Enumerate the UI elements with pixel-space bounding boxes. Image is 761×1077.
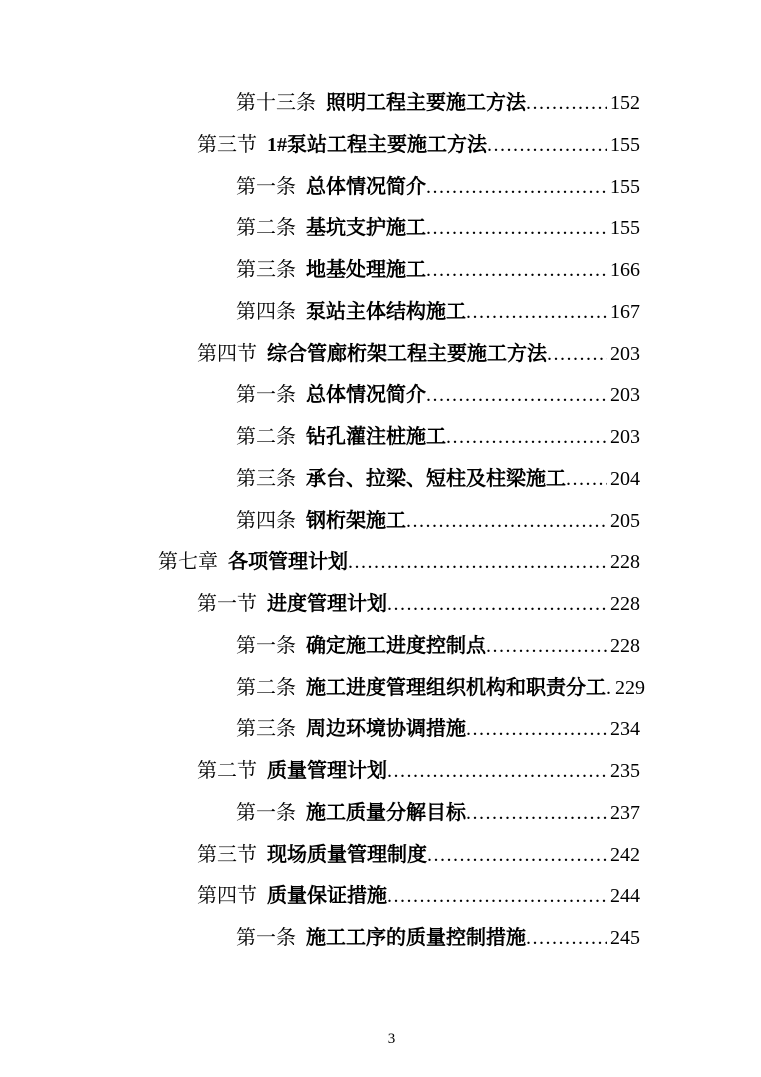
toc-entry-label: 第一条 bbox=[236, 175, 296, 198]
toc-entry-title: 施工质量分解目标 bbox=[306, 801, 466, 824]
toc-entry-title: 总体情况简介 bbox=[306, 175, 426, 198]
toc-list bbox=[0, 83, 761, 960]
toc-entry-title: 各项管理计划 bbox=[228, 551, 348, 574]
toc-entry-page-number: 228 bbox=[610, 551, 640, 574]
toc-entry[interactable] bbox=[0, 125, 761, 167]
toc-entry-label: 第一条 bbox=[236, 801, 296, 824]
toc-dot-leader bbox=[526, 918, 607, 960]
toc-entry-title: 综合管廊桁架工程主要施工方法 bbox=[267, 342, 547, 365]
toc-dot-leader bbox=[406, 501, 607, 543]
toc-entry-page-number: 152 bbox=[610, 92, 640, 114]
toc-dot-leader bbox=[426, 250, 607, 292]
toc-entry-label: 第十三条 bbox=[236, 92, 316, 114]
toc-entry[interactable] bbox=[0, 709, 761, 751]
toc-entry-page-number: 235 bbox=[610, 760, 640, 782]
toc-entry-page-number: 244 bbox=[610, 885, 640, 908]
toc-entry[interactable] bbox=[0, 835, 761, 877]
toc-entry-label: 第七章 bbox=[158, 551, 218, 574]
toc-entry[interactable] bbox=[0, 334, 761, 376]
toc-dot-leader bbox=[466, 709, 607, 751]
toc-entry-label: 第三节 bbox=[197, 133, 257, 156]
toc-dot-leader bbox=[487, 125, 607, 167]
toc-dot-leader bbox=[387, 751, 607, 793]
toc-dot-leader bbox=[446, 417, 607, 459]
toc-entry[interactable] bbox=[0, 751, 761, 793]
toc-entry-page-number: 155 bbox=[610, 175, 640, 198]
toc-entry-label: 第二条 bbox=[236, 217, 296, 240]
toc-dot-leader bbox=[387, 584, 607, 626]
toc-entry-title: 1#泵站工程主要施工方法 bbox=[267, 133, 487, 156]
toc-dot-leader bbox=[547, 334, 607, 376]
toc-entry-title: 总体情况简介 bbox=[306, 384, 426, 407]
toc-entry-title: 确定施工进度控制点 bbox=[306, 634, 486, 657]
toc-entry-label: 第一条 bbox=[236, 384, 296, 407]
toc-dot-leader bbox=[348, 542, 607, 584]
toc-dot-leader bbox=[526, 83, 607, 125]
toc-entry[interactable] bbox=[0, 668, 761, 710]
toc-dot-leader bbox=[486, 626, 607, 668]
toc-entry-title: 质量管理计划 bbox=[267, 760, 387, 782]
toc-entry-label: 第三节 bbox=[197, 843, 257, 866]
toc-entry-title: 泵站主体结构施工 bbox=[306, 300, 466, 323]
toc-entry-title: 钻孔灌注桩施工 bbox=[306, 426, 446, 448]
toc-entry-label: 第一节 bbox=[197, 593, 257, 615]
toc-entry-label: 第一条 bbox=[236, 927, 296, 949]
toc-entry[interactable] bbox=[0, 208, 761, 250]
toc-dot-leader bbox=[466, 793, 607, 835]
toc-entry[interactable] bbox=[0, 626, 761, 668]
toc-entry[interactable] bbox=[0, 584, 761, 626]
toc-entry-page-number: 166 bbox=[610, 259, 640, 281]
toc-entry-page-number: 204 bbox=[610, 467, 640, 490]
toc-entry-label: 第二条 bbox=[236, 426, 296, 448]
toc-entry-page-number: 237 bbox=[610, 801, 640, 824]
toc-entry-label: 第四条 bbox=[236, 509, 296, 532]
toc-dot-leader bbox=[426, 167, 607, 209]
toc-entry-title: 进度管理计划 bbox=[267, 593, 387, 615]
toc-entry-title: 基坑支护施工 bbox=[306, 217, 426, 240]
toc-entry-page-number: 203 bbox=[610, 426, 640, 448]
toc-dot-leader bbox=[427, 835, 607, 877]
toc-entry-title: 施工进度管理组织机构和职责分工 bbox=[306, 676, 606, 699]
toc-entry-page-number: 228 bbox=[610, 593, 640, 615]
toc-entry-title: 地基处理施工 bbox=[306, 259, 426, 281]
toc-entry-page-number: 203 bbox=[610, 384, 640, 407]
toc-entry-page-number: 155 bbox=[610, 133, 640, 156]
toc-entry-page-number: 234 bbox=[610, 718, 640, 741]
toc-entry-label: 第四节 bbox=[197, 885, 257, 908]
toc-dot-leader bbox=[426, 208, 607, 250]
toc-entry[interactable] bbox=[0, 83, 761, 125]
toc-entry-page-number: 242 bbox=[610, 843, 640, 866]
toc-entry-label: 第三条 bbox=[236, 718, 296, 741]
toc-entry-page-number: 155 bbox=[610, 217, 640, 240]
toc-entry-title: 质量保证措施 bbox=[267, 885, 387, 908]
toc-entry-label: 第三条 bbox=[236, 259, 296, 281]
toc-entry[interactable] bbox=[0, 459, 761, 501]
toc-entry[interactable] bbox=[0, 918, 761, 960]
toc-entry-label: 第二节 bbox=[197, 760, 257, 782]
toc-entry-label: 第三条 bbox=[236, 467, 296, 490]
toc-entry-label: 第一条 bbox=[236, 634, 296, 657]
toc-entry[interactable] bbox=[0, 375, 761, 417]
toc-entry-label: 第四条 bbox=[236, 300, 296, 323]
toc-dot-leader bbox=[426, 375, 607, 417]
toc-entry-page-number: 229 bbox=[615, 676, 645, 699]
toc-entry[interactable] bbox=[0, 167, 761, 209]
toc-dot-leader bbox=[387, 876, 607, 918]
toc-entry-page-number: 228 bbox=[610, 634, 640, 657]
toc-entry-label: 第四节 bbox=[197, 342, 257, 365]
toc-entry-title: 现场质量管理制度 bbox=[267, 843, 427, 866]
toc-dot-leader bbox=[566, 459, 607, 501]
toc-entry[interactable] bbox=[0, 292, 761, 334]
toc-entry[interactable] bbox=[0, 501, 761, 543]
toc-entry-label: 第二条 bbox=[236, 676, 296, 699]
toc-entry[interactable] bbox=[0, 876, 761, 918]
toc-entry[interactable] bbox=[0, 793, 761, 835]
toc-entry-page-number: 245 bbox=[610, 927, 640, 949]
toc-entry-page-number: 203 bbox=[610, 342, 640, 365]
footer-page-number: 3 bbox=[387, 1031, 396, 1047]
toc-dot-leader bbox=[466, 292, 607, 334]
toc-entry-title: 照明工程主要施工方法 bbox=[326, 92, 526, 114]
toc-entry[interactable] bbox=[0, 542, 761, 584]
toc-entry-title: 承台、拉梁、短柱及柱梁施工 bbox=[306, 467, 566, 490]
toc-entry-page-number: 167 bbox=[610, 300, 640, 323]
toc-entry-title: 周边环境协调措施 bbox=[306, 718, 466, 741]
toc-entry[interactable] bbox=[0, 250, 761, 292]
toc-entry-title: 施工工序的质量控制措施 bbox=[306, 927, 526, 949]
toc-entry-page-number: 205 bbox=[610, 509, 640, 532]
toc-entry[interactable] bbox=[0, 417, 761, 459]
toc-entry-title: 钢桁架施工 bbox=[306, 509, 406, 532]
